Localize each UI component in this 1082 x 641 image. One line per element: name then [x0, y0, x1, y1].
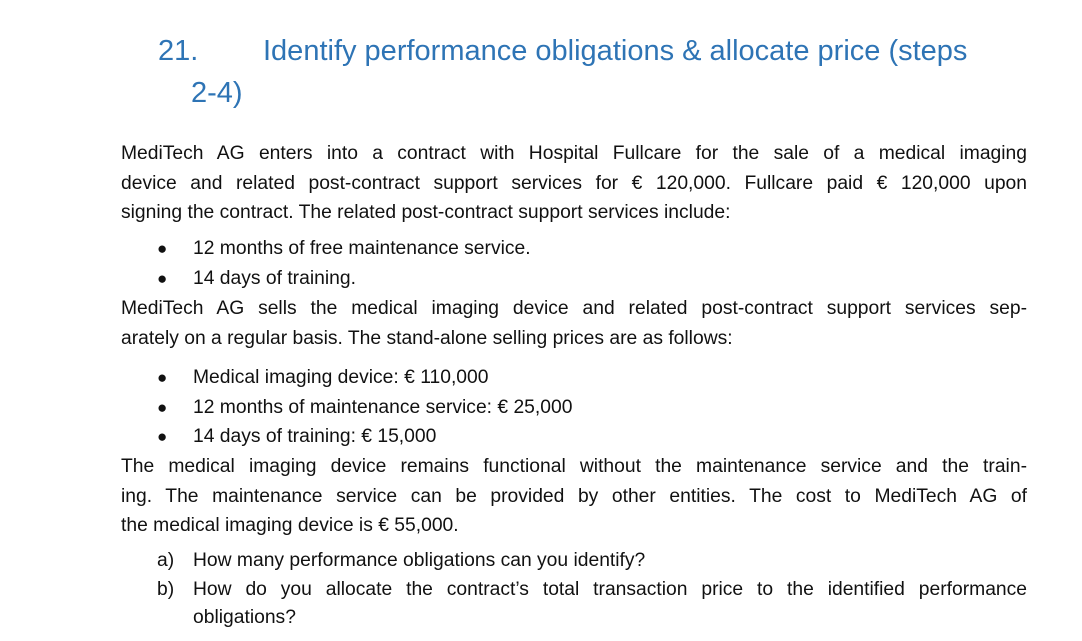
list-item: [121, 422, 1027, 452]
paragraph-line: The medical imaging device remains functional without the maintenance service and the train-: [121, 456, 1027, 477]
paragraph-line: the medical imaging device is € 55,000.: [121, 515, 459, 536]
support-services-list: [121, 234, 1027, 293]
question-item: [121, 576, 1027, 633]
bullet-icon: ●: [157, 397, 168, 417]
list-item-text: Medical imaging device: € 110,000: [193, 367, 489, 388]
paragraph-line: MediTech AG enters into a contract with Hospital Fullcare for the sale of a medical imaging: [121, 143, 1027, 164]
paragraph-line: device and related post-contract support services for € 120,000. Fullcare paid € 120,000 upon: [121, 172, 1027, 194]
list-item: [121, 264, 1027, 294]
paragraph-line: ing. The maintenance service can be provided by other entities. The cost to MediTech AG of: [121, 485, 1027, 507]
list-item: [121, 234, 1027, 264]
bullet-icon: ●: [157, 368, 168, 387]
list-item-text: 12 months of maintenance service: € 25,000: [193, 396, 573, 418]
section-heading: [158, 30, 1038, 114]
question-item: [121, 547, 1027, 576]
section-title-line-2: 2-4): [191, 77, 243, 109]
bullet-icon: ●: [157, 268, 168, 288]
section-number: 21.: [158, 35, 199, 67]
question-text: How many performance obligations can you identify?: [193, 550, 646, 571]
paragraph-line: arately on a regular basis. The stand-alone selling prices are as follows:: [121, 327, 733, 349]
list-item: [121, 363, 1027, 393]
list-item-text: 14 days of training.: [193, 267, 356, 289]
question-marker: a): [157, 550, 175, 571]
list-item-text: 14 days of training: € 15,000: [193, 426, 437, 447]
question-text: obligations?: [193, 607, 296, 628]
questions-list: [121, 547, 1027, 633]
paragraph-line: signing the contract. The related post-contract support services include:: [121, 202, 731, 223]
bullet-icon: ●: [157, 239, 168, 258]
intro-paragraph: [121, 139, 1027, 228]
standalone-prices-list: [121, 363, 1027, 452]
list-item-text: 12 months of free maintenance service.: [193, 238, 531, 259]
functionality-paragraph: [121, 452, 1027, 541]
question-marker: b): [157, 578, 175, 600]
list-item: [121, 393, 1027, 423]
section-title-line-1: Identify performance obligations & allocate price (steps: [263, 35, 968, 67]
bullet-icon: ●: [157, 427, 168, 446]
question-text: How do you allocate the contract’s total transaction price to the identified performance: [193, 578, 1027, 600]
selling-paragraph: [121, 294, 1027, 353]
paragraph-line: MediTech AG sells the medical imaging device and related post-contract support services sep-: [121, 298, 1027, 319]
